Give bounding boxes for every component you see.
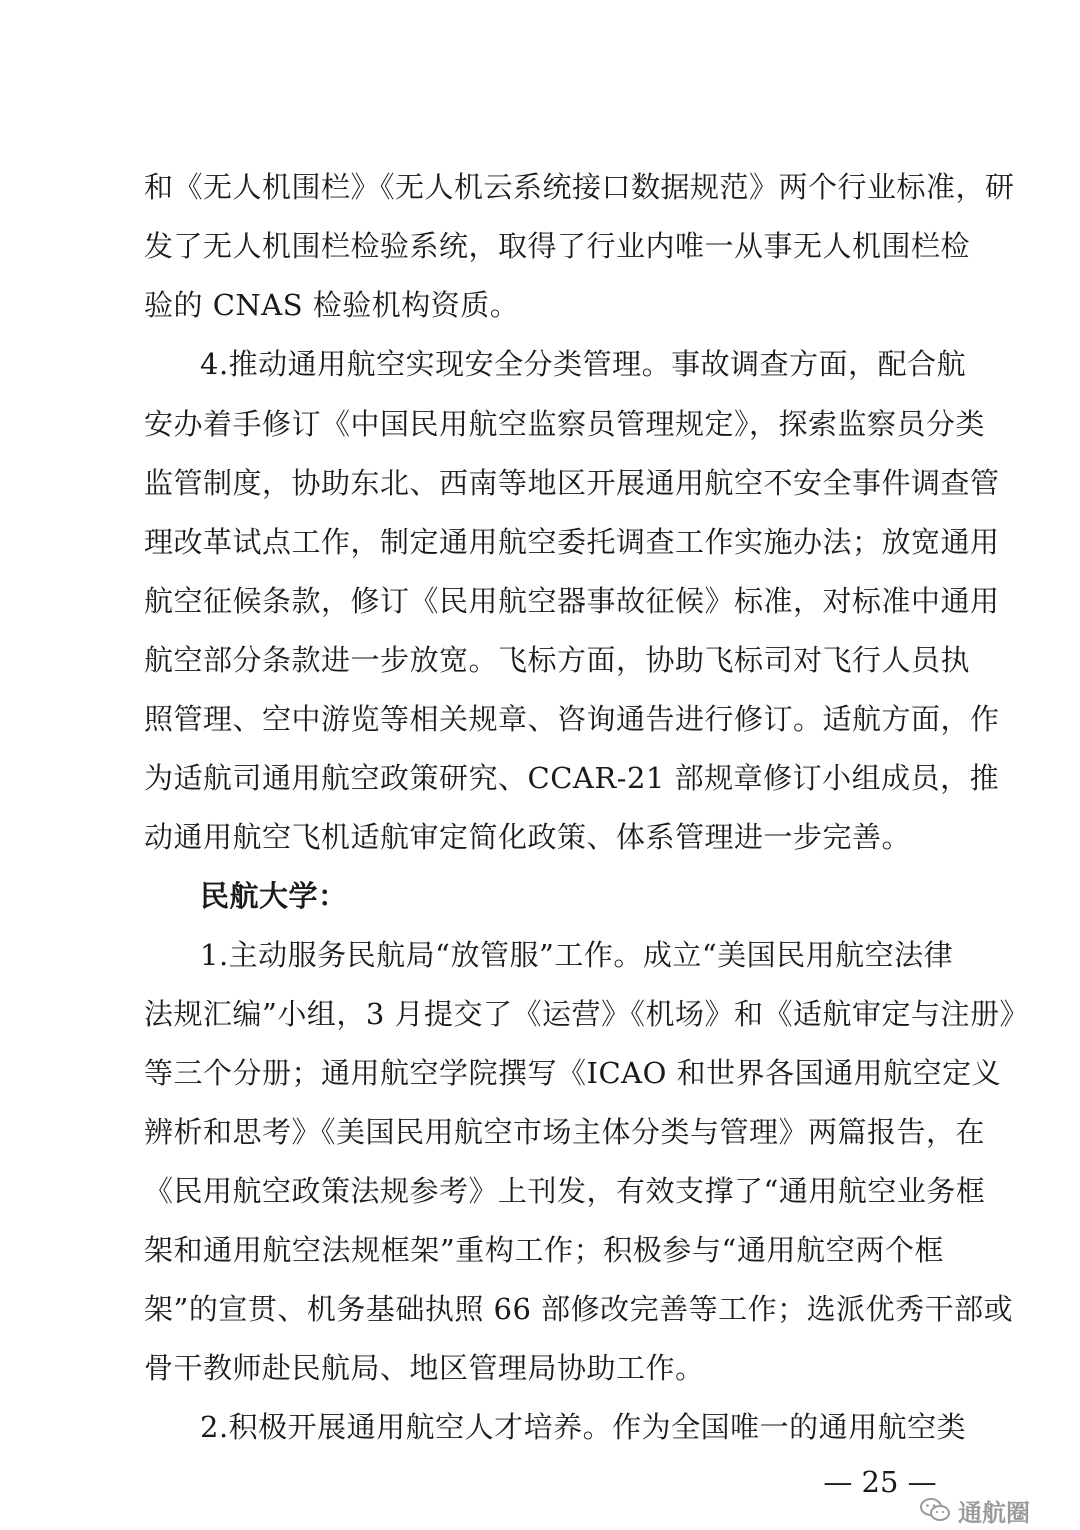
paragraph-line: 辨析和思考》《美国民用航空市场主体分类与管理》两篇报告，在 <box>144 1115 986 1149</box>
paragraph-line: 理改革试点工作，制定通用航空委托调查工作实施办法；放宽通用 <box>144 525 1000 559</box>
paragraph-line: 骨干教师赴民航局、地区管理局协助工作。 <box>144 1351 705 1385</box>
paragraph-line: 等三个分册；通用航空学院撰写《ICAO 和世界各国通用航空定义 <box>144 1056 1002 1090</box>
paragraph-line: 航空部分条款进一步放宽。飞标方面，协助飞标司对飞行人员执 <box>144 643 971 677</box>
section-heading: 民航大学： <box>200 879 348 913</box>
watermark-text: 通航圈 <box>958 1498 1030 1527</box>
paragraph-line: 4.推动通用航空实现安全分类管理。事故调查方面，配合航 <box>200 347 967 381</box>
paragraph-line: 和《无人机围栏》《无人机云系统接口数据规范》两个行业标准，研 <box>144 170 1015 204</box>
paragraph-line: 架”的宣贯、机务基础执照 66 部修改完善等工作；选派优秀干部或 <box>144 1292 1014 1326</box>
wechat-icon <box>920 1497 950 1523</box>
paragraph-line: 发了无人机围栏检验系统，取得了行业内唯一从事无人机围栏检 <box>144 229 971 263</box>
watermark <box>920 1490 1030 1530</box>
paragraph-line: 验的 CNAS 检验机构资质。 <box>144 288 520 322</box>
page-number: — 25 — <box>823 1465 937 1499</box>
paragraph-line: 《民用航空政策法规参考》上刊发，有效支撑了“通用航空业务框 <box>144 1174 986 1208</box>
paragraph-line: 为适航司通用航空政策研究、CCAR-21 部规章修订小组成员，推 <box>144 761 1000 795</box>
paragraph-line: 动通用航空飞机适航审定简化政策、体系管理进一步完善。 <box>144 820 912 854</box>
paragraph-line: 航空征候条款，修订《民用航空器事故征候》标准，对标准中通用 <box>144 584 1000 618</box>
paragraph-line: 架和通用航空法规框架”重构工作；积极参与“通用航空两个框 <box>144 1233 944 1267</box>
paragraph-line: 安办着手修订《中国民用航空监察员管理规定》，探索监察员分类 <box>144 407 986 441</box>
paragraph-line: 监管制度，协助东北、西南等地区开展通用航空不安全事件调查管 <box>144 466 1000 500</box>
paragraph-line: 2.积极开展通用航空人才培养。作为全国唯一的通用航空类 <box>200 1410 967 1444</box>
paragraph-line: 1.主动服务民航局“放管服”工作。成立“美国民用航空法律 <box>200 938 954 972</box>
paragraph-line: 照管理、空中游览等相关规章、咨询通告进行修订。适航方面，作 <box>144 702 1000 736</box>
paragraph-line: 法规汇编”小组，3 月提交了《运营》《机场》和《适航审定与注册》 <box>144 997 1029 1031</box>
